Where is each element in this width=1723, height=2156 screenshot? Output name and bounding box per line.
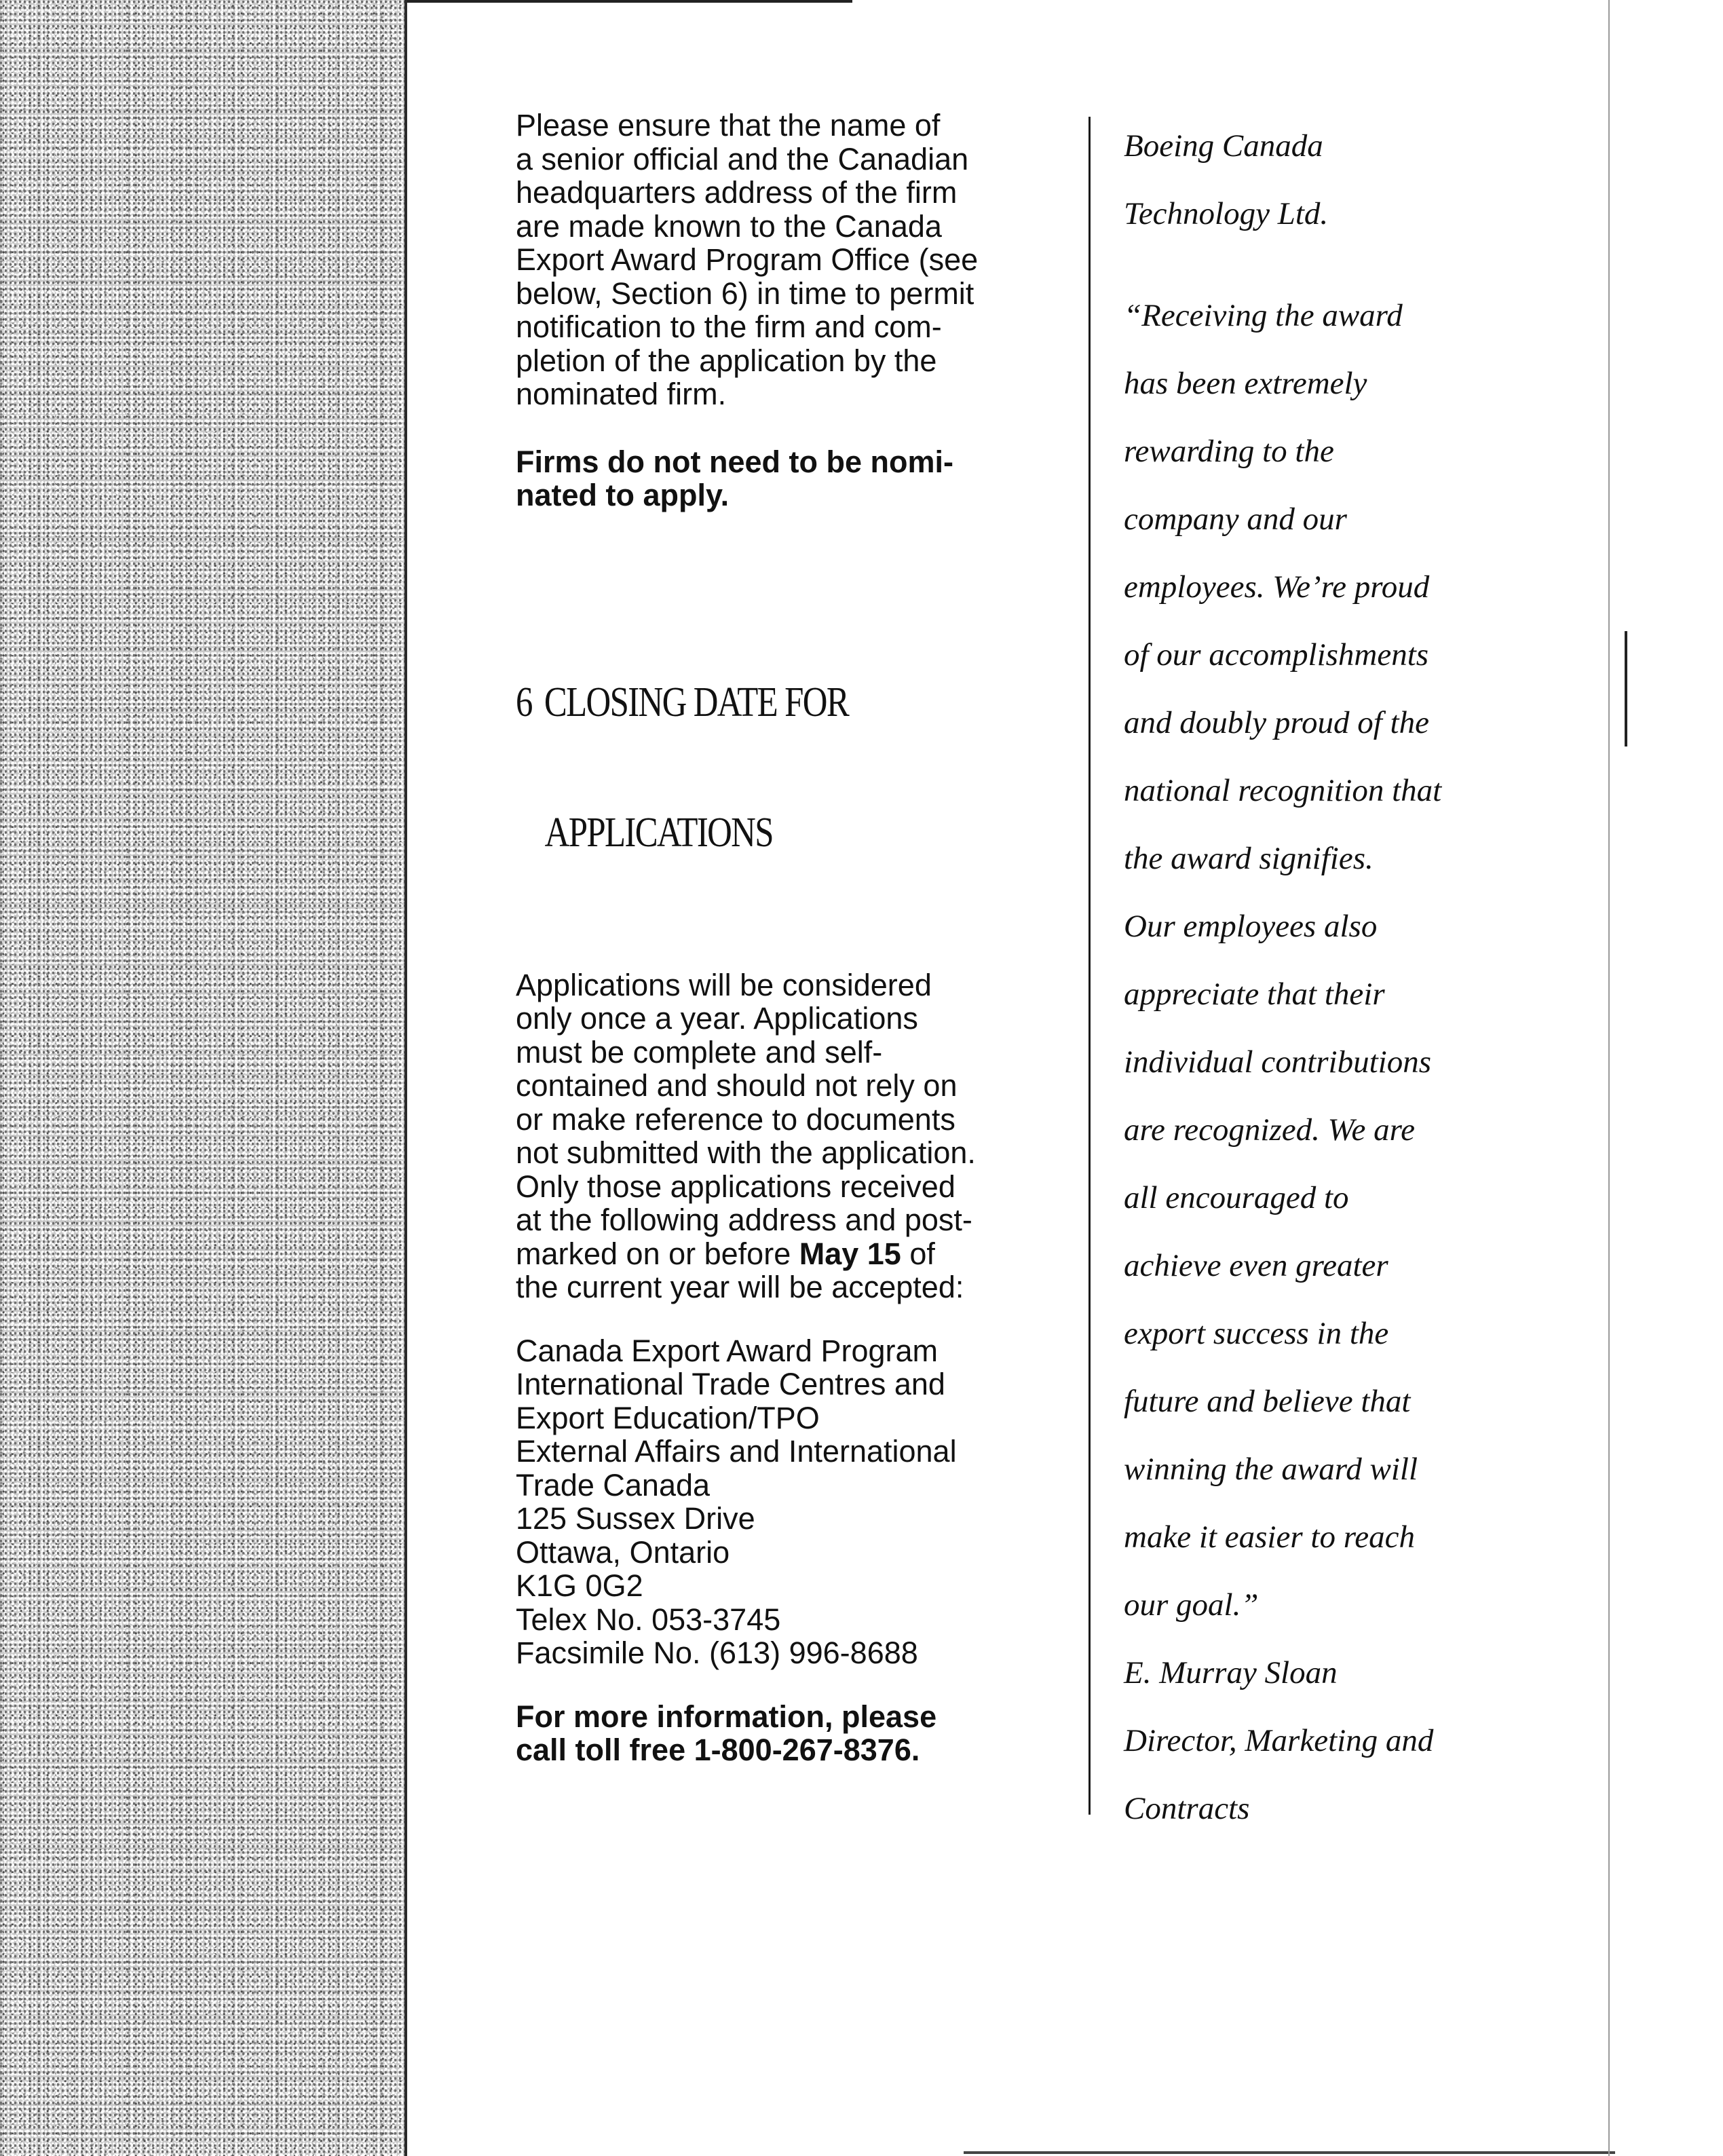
quote-line: are recognized. We are <box>1124 1112 1415 1148</box>
section-title-line-2: APPLICATIONS <box>544 809 773 856</box>
quote-line: all encouraged to <box>1124 1180 1349 1215</box>
margin-band-edge <box>404 0 407 2156</box>
stippled-margin-band <box>0 0 406 2156</box>
mailing-address: Canada Export Award Program International Trade Centres and Export Education/TPO External Affairs and International Trade Canada 125 Sussex Drive Ottawa, Ontario K1G 0G2 Telex No. 053-3745 Facsimile No. (613) 996-8688 <box>516 1333 957 1670</box>
quote-line: individual contributions <box>1124 1044 1432 1080</box>
quote-line: rewarding to the <box>1124 434 1334 469</box>
quote-line: future and believe that <box>1124 1384 1411 1419</box>
company-name <box>1124 112 1504 248</box>
closing-date-deadline: May 15 <box>799 1236 901 1271</box>
quote-line: employees. We’re proud <box>1124 569 1430 605</box>
bottom-rule <box>964 2151 1615 2154</box>
testimonial-attribution <box>1124 1639 1504 1842</box>
quote-line: and doubly proud of the <box>1124 705 1429 740</box>
contact-note: For more information, please call toll free 1-800-267-8376. <box>516 1699 937 1767</box>
quote-line: national recognition that <box>1124 773 1442 808</box>
quote-line: Our employees also <box>1124 909 1378 944</box>
page-right-edge-mark <box>1625 631 1627 746</box>
left-column <box>516 109 1072 1767</box>
nomination-note: Firms do not need to be nomi- nated to apply. <box>516 444 953 512</box>
attribution-line: E. Murray Sloan <box>1124 1655 1338 1690</box>
quote-line: company and our <box>1124 502 1347 537</box>
company-name-line: Boeing Canada <box>1124 128 1323 164</box>
company-name-line: Technology Ltd. <box>1124 196 1329 231</box>
nomination-paragraph: Please ensure that the name of a senior official and the Canadian headquarters address of the firm are made known to the Canada Export Award Program Office (see below, Section 6) in time to permit notification to the firm and com- pletion of the application by the nominated firm. <box>516 108 979 411</box>
quote-line: make it easier to reach <box>1124 1519 1415 1555</box>
closing-date-paragraph <box>516 968 1072 1304</box>
closing-date-text-start: Applications will be considered only once a year. Applications must be complete and self- contained and should not rely on or make reference to documents not submitted with the application. Only those applications received at the following address and post- marked on or before <box>516 967 976 1271</box>
quote-line: winning the award will <box>1124 1452 1418 1487</box>
page-right-edge <box>1608 0 1610 2156</box>
testimonial-quote <box>1124 282 1504 1639</box>
quote-line: appreciate that their <box>1124 977 1385 1012</box>
closing-date-text-end: of the current year will be accepted: <box>516 1236 964 1304</box>
top-rule <box>407 0 852 3</box>
quote-line: of our accomplishments <box>1124 637 1429 673</box>
testimonial-column <box>1124 112 1504 1842</box>
attribution-line: Director, Marketing and <box>1124 1723 1434 1758</box>
quote-line: “Receiving the award <box>1124 298 1403 333</box>
quote-line: achieve even greater <box>1124 1248 1388 1283</box>
quote-line: the award signifies. <box>1124 841 1374 876</box>
column-divider-rule <box>1088 117 1091 1815</box>
quote-line: export success in the <box>1124 1316 1389 1351</box>
quote-line: has been extremely <box>1124 366 1367 401</box>
quote-line: our goal.” <box>1124 1587 1259 1623</box>
section-number: 6 <box>516 679 532 725</box>
attribution-line: Contracts <box>1124 1791 1250 1826</box>
section-title-line-1: CLOSING DATE FOR <box>544 679 849 725</box>
section-heading <box>516 594 972 941</box>
